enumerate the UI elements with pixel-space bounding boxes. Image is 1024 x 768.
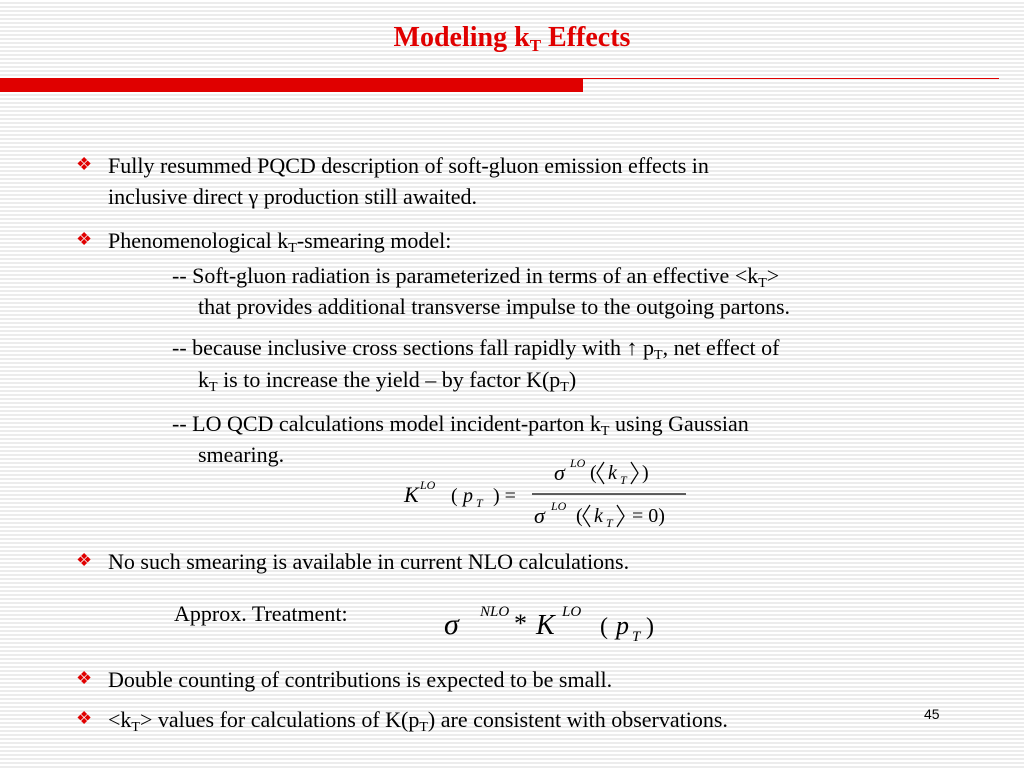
svg-text:T: T	[620, 473, 627, 487]
svg-text:T: T	[606, 516, 613, 530]
page-number: 45	[924, 706, 940, 722]
four-diamond-bullet-icon: ❖	[76, 668, 93, 688]
svg-text:) =: ) =	[493, 485, 516, 507]
slide-title	[0, 22, 1024, 54]
svg-text:σ: σ	[554, 460, 565, 485]
svg-text:p: p	[463, 485, 473, 507]
bullet-2: Phenomenological $k_T$-smearing model:	[108, 228, 452, 256]
title-text-suffix: Effects	[541, 22, 631, 53]
svg-text:= 0): = 0)	[632, 505, 665, 527]
title-red-bar	[0, 78, 583, 92]
svg-text:k: k	[608, 462, 617, 484]
svg-text:k: k	[594, 505, 603, 527]
bullet-5: $<k_T>$ values for calculations of $K(p_T)$ are consistent with observations.	[108, 707, 728, 735]
svg-text:): )	[646, 614, 654, 640]
svg-text:NLO: NLO	[480, 604, 510, 620]
bullet-1-line-1: Fully resummed PQCD description of soft-gluon emission effects in	[108, 153, 709, 178]
four-diamond-bullet-icon: ❖	[76, 229, 93, 249]
svg-text:LO: LO	[420, 478, 436, 492]
four-diamond-bullet-icon: ❖	[76, 708, 93, 728]
bullet-3: No such smearing is available in current NLO calculations.	[108, 549, 630, 574]
four-diamond-bullet-icon: ❖	[76, 550, 93, 570]
bullet-1-line-2: inclusive direct γ production still awaited.	[108, 184, 477, 209]
four-diamond-bullet-icon: ❖	[76, 154, 93, 174]
svg-text:*: *	[514, 609, 527, 638]
sub-item-2-line-2: $k_T$ is to increase the yield – by factor $K(p_T)$	[198, 367, 577, 395]
title-red-rule	[583, 78, 999, 79]
up-arrow-icon: ↑	[626, 335, 638, 360]
svg-text:): )	[642, 462, 649, 484]
sub-item-1-line-1: -- Soft-gluon radiation is parameterized in terms of an effective $<k_T>$	[172, 263, 780, 291]
svg-text:σ: σ	[444, 608, 459, 641]
title-text: Modeling k	[393, 22, 530, 53]
svg-text:(: (	[451, 485, 458, 507]
svg-text:T: T	[632, 629, 641, 645]
svg-text:σ: σ	[534, 503, 545, 528]
sub-item-3-line-1: -- LO QCD calculations model incident-parton $k_T$ using Gaussian	[172, 411, 749, 439]
sub-item-2-line-1: -- because inclusive cross sections fall rapidly with ↑ $p_T$, net effect of	[172, 335, 780, 363]
k-factor-formula	[396, 452, 696, 532]
svg-text:(: (	[600, 614, 608, 640]
approx-treatment-formula	[440, 596, 670, 646]
approx-treatment-label: Approx. Treatment:	[174, 601, 348, 626]
svg-text:LO: LO	[570, 456, 586, 470]
svg-text:K: K	[404, 482, 419, 507]
bullet-4: Double counting of contributions is expected to be small.	[108, 667, 613, 692]
sub-item-1-line-2: that provides additional transverse impulse to the outgoing partons.	[198, 294, 791, 319]
svg-text:LO: LO	[551, 499, 567, 513]
svg-text:T: T	[476, 496, 483, 510]
title-subscript: T	[529, 36, 542, 55]
svg-text:LO: LO	[562, 604, 582, 620]
svg-text:K: K	[536, 610, 555, 641]
svg-text:(: (	[576, 505, 583, 527]
svg-text:(: (	[590, 462, 597, 484]
svg-text:p: p	[616, 611, 629, 640]
sub-item-3-line-2: smearing.	[198, 442, 285, 467]
